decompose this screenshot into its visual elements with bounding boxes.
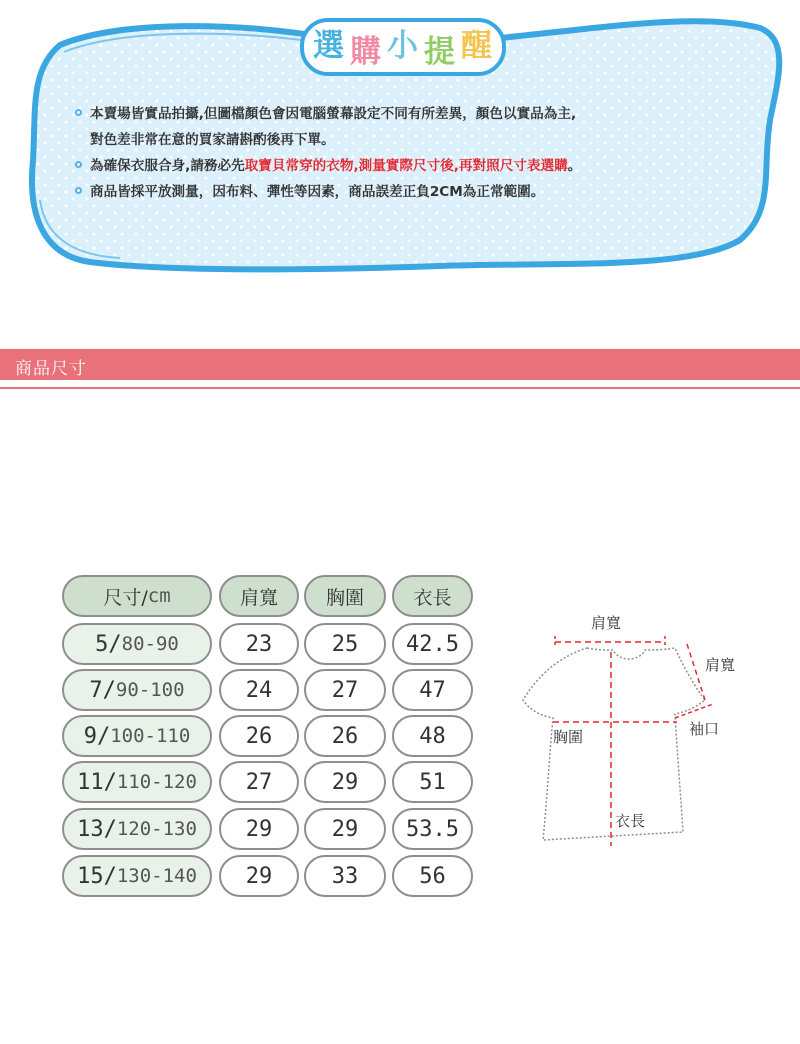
- title-char-2: 購: [350, 34, 381, 70]
- header-shoulder: [219, 575, 299, 617]
- table-cell-shoulder: 27: [219, 761, 299, 803]
- notice-item-2: [72, 153, 762, 179]
- notice-item-3-text: 商品皆採平放測量，因布料、彈性等因素，商品誤差正負2CM為正常範圍。: [90, 184, 545, 200]
- table-cell-chest: 29: [304, 761, 386, 803]
- size-main: 11/: [77, 769, 117, 795]
- table-cell-length: 42.5: [392, 623, 473, 665]
- size-main: 13/: [77, 816, 117, 842]
- table-cell-shoulder: 23: [219, 623, 299, 665]
- notice-item-1-cont: [72, 127, 762, 153]
- label-length: 衣長: [615, 812, 646, 830]
- table-cell-shoulder: 29: [219, 808, 299, 850]
- table-cell-chest: 25: [304, 623, 386, 665]
- table-cell-chest: 26: [304, 715, 386, 757]
- notice-item-2-highlight: 取寶貝常穿的衣物,測量實際尺寸後,再對照尺寸表選購: [244, 158, 568, 174]
- table-row-size: [62, 623, 212, 665]
- table-cell-shoulder: 24: [219, 669, 299, 711]
- table-row-size: [62, 808, 212, 850]
- title-char-1: 選: [313, 28, 344, 64]
- table-cell-chest: 29: [304, 808, 386, 850]
- section-divider: [0, 387, 800, 389]
- table-cell-length: 47: [392, 669, 473, 711]
- table-cell-shoulder: 29: [219, 855, 299, 897]
- table-cell-length: 56: [392, 855, 473, 897]
- size-main: 5/: [95, 631, 122, 657]
- size-main: 7/: [89, 677, 116, 703]
- header-chest: [304, 575, 386, 617]
- notice-item-3: [72, 179, 762, 205]
- header-length-label: 衣長: [413, 586, 452, 609]
- table-cell-chest: 33: [304, 855, 386, 897]
- size-sub: 130-140: [116, 865, 197, 887]
- table-cell-length: 48: [392, 715, 473, 757]
- label-shoulder-side: 肩寬: [705, 656, 736, 674]
- size-sub: 100-110: [110, 725, 191, 747]
- table-row-size: [62, 715, 212, 757]
- notice-item-1-line-1: 本賣場皆實品拍攝,但圖檔顏色會因電腦螢幕設定不同有所差異，顏色以實品為主,: [90, 106, 577, 122]
- table-cell-chest: 27: [304, 669, 386, 711]
- table-row-size: [62, 669, 212, 711]
- section-title: 商品尺寸: [15, 359, 87, 379]
- size-sub: 90-100: [115, 679, 185, 701]
- notice-box: [0, 0, 800, 300]
- notice-title: [300, 12, 506, 76]
- table-cell-shoulder: 26: [219, 715, 299, 757]
- header-size: [62, 575, 212, 617]
- header-shoulder-label: 肩寬: [239, 586, 278, 609]
- title-char-3: 小: [387, 28, 418, 64]
- label-cuff: 袖口: [689, 720, 720, 738]
- notice-item-1-line-2: 對色差非常在意的買家請斟酌後再下單。: [90, 132, 335, 148]
- label-shoulder-top: 肩寬: [591, 614, 622, 632]
- header-size-label: 尺寸/: [103, 586, 148, 609]
- title-char-4: 提: [424, 34, 455, 70]
- notice-item-2-suffix: 。: [567, 158, 582, 174]
- size-main: 15/: [77, 863, 117, 889]
- header-chest-label: 胸圍: [325, 586, 364, 609]
- measurement-diagram: [515, 600, 775, 860]
- notice-item-1: [72, 101, 762, 127]
- section-header-bar: [0, 349, 800, 380]
- size-sub: 80-90: [121, 633, 179, 655]
- title-char-5: 醒: [461, 28, 492, 64]
- notice-item-2-prefix: 為確保衣服合身,請務必先: [90, 158, 245, 174]
- table-row-size: [62, 855, 212, 897]
- notice-list: [72, 101, 762, 205]
- table-cell-length: 51: [392, 761, 473, 803]
- size-main: 9/: [83, 723, 111, 749]
- header-size-unit: cm: [147, 585, 171, 607]
- label-chest: 胸圍: [553, 728, 584, 746]
- table-row-size: [62, 761, 212, 803]
- header-length: [392, 575, 473, 617]
- size-sub: 110-120: [116, 771, 197, 793]
- size-sub: 120-130: [116, 818, 197, 840]
- table-cell-length: 53.5: [392, 808, 473, 850]
